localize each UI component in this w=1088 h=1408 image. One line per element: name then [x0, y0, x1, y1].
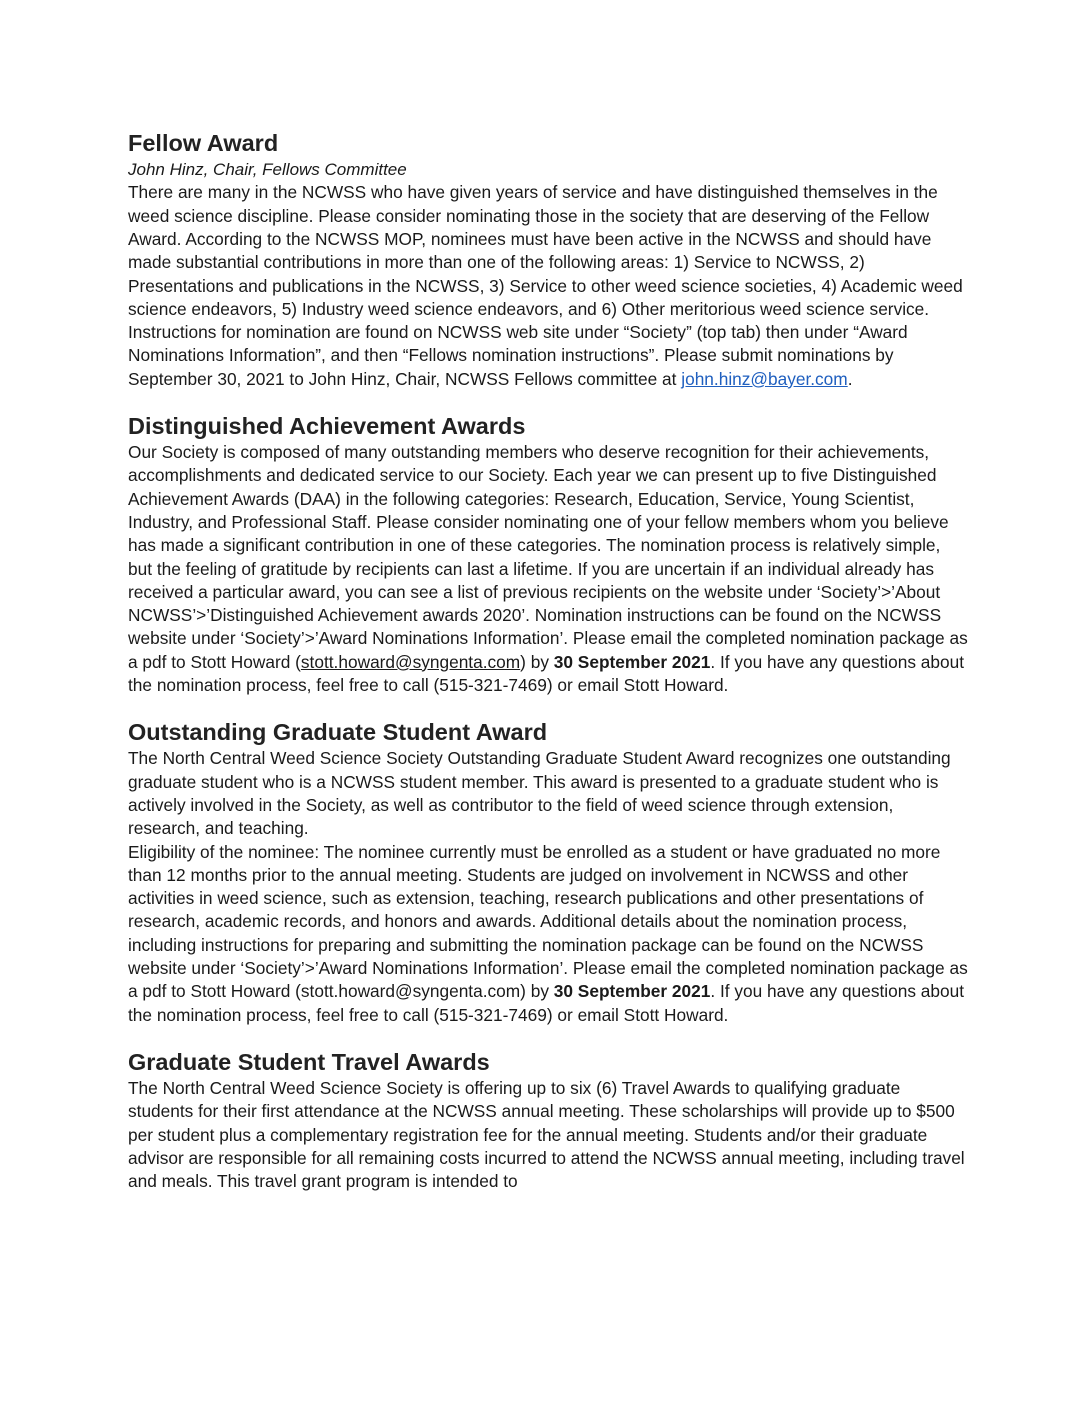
section-heading: Outstanding Graduate Student Award	[128, 719, 548, 746]
eligibility-body	[128, 841, 968, 1027]
section-body	[128, 441, 968, 697]
section-body	[128, 181, 968, 391]
body-text: There are many in the NCWSS who have given years of service and have distinguished themselves in the weed science discipline. Please consider nominating those in the society that are deserving of the Fellow Award. According to the NCWSS MOP, nominees must have been active in the NCWSS and should have made substantial contributions in more than one of the following areas: 1) Service to NCWSS, 2) Presentations and publications in the NCWSS, 3) Service to other weed science societies, 4) Academic weed science endeavors, 5) Industry weed science endeavors, and 6) Other meritorious weed science service. Instructions for nomination are found on NCWSS web site under “Society” (top tab) then under “Award Nominations Information”, and then “Fellows nomination instructions”. Please submit nominations by September 30, 2021 to John Hinz, Chair, NCWSS Fellows committee at	[128, 182, 963, 389]
body-text-end: . If you have any questions about the nomination process, feel free to call (515-321-7469) or email Stott Howard.	[128, 981, 965, 1025]
deadline-date: 30 September 2021	[553, 981, 711, 1002]
fellow-award-section	[128, 128, 968, 391]
body-text-mid: ) by	[520, 651, 554, 672]
distinguished-achievement-section	[128, 411, 968, 697]
email-link[interactable]: stott.howard@syngenta.com	[300, 651, 521, 672]
body-text: Eligibility of the nominee: The nominee currently must be enrolled as a student or have graduated no more than 12 months prior to the annual meeting. Students are judged on involvement in NCWSS and other activities in weed science, such as extension, teaching, research publications and other presentations of research, academic records, and honors and awards. Additional details about the nomination process, including instructions for preparing and submitting the nomination package can be found on the NCWSS website under ‘Society’>’Award Nominations Information’. Please email the completed nomination package as a pdf to Stott Howard (stott.howard@syngenta.com) by	[128, 841, 968, 1002]
graduate-student-award-section	[128, 717, 968, 1027]
email-link[interactable]: john.hinz@bayer.com	[681, 368, 848, 389]
travel-awards-section	[128, 1047, 968, 1193]
section-subtitle: John Hinz, Chair, Fellows Committee	[128, 160, 407, 179]
body-text-end: . If you have any questions about the nomination process, feel free to call (515-321-7469) or email Stott Howard.	[128, 651, 965, 696]
body-text: Our Society is composed of many outstanding members who deserve recognition for their achievements, accomplishments and dedicated service to our Society. Each year we can present up to five Distinguished Achievement Awards (DAA) in the following categories: Research, Education, Service, Young Scientist, Industry, and Professional Staff. Please consider nominating one of your fellow members whom you believe has made a significant contribution in one of these categories. The nomination process is relatively simple, but the feeling of gratitude by recipients can last a lifetime. If you are uncertain if an individual already has received a particular award, you can see a list of previous recipients on the website under ‘Society’>’About NCWSS’>’Distinguished Achievement awards 2020’. Nomination instructions can be found on the NCWSS website under ‘Society’>’Award Nominations Information’. Please email the completed nomination package as a pdf to Stott Howard (	[128, 442, 968, 672]
body-text-end: .	[847, 368, 853, 389]
section-heading: Fellow Award	[128, 130, 279, 156]
deadline-date: 30 September 2021	[553, 651, 711, 672]
section-heading: Distinguished Achievement Awards	[128, 413, 526, 440]
section-body: The North Central Weed Science Society is offering up to six (6) Travel Awards to qualifying graduate students for their first attendance at the NCWSS annual meeting. These scholarships will provide up to $500 per student plus a complementary registration fee for the annual meeting. Students and/or their graduate advisor are responsible for all remaining costs incurred to attend the NCWSS annual meeting, including travel and meals. This travel grant program is intended to	[128, 1077, 965, 1192]
section-heading: Graduate Student Travel Awards	[128, 1048, 490, 1075]
section-body: The North Central Weed Science Society Outstanding Graduate Student Award recognizes one outstanding graduate student who is a NCWSS student member. This award is presented to a graduate student who is actively involved in the Society, as well as contributor to the field of weed science through extension, research, and teaching.	[128, 748, 951, 839]
document-page	[128, 128, 968, 1213]
